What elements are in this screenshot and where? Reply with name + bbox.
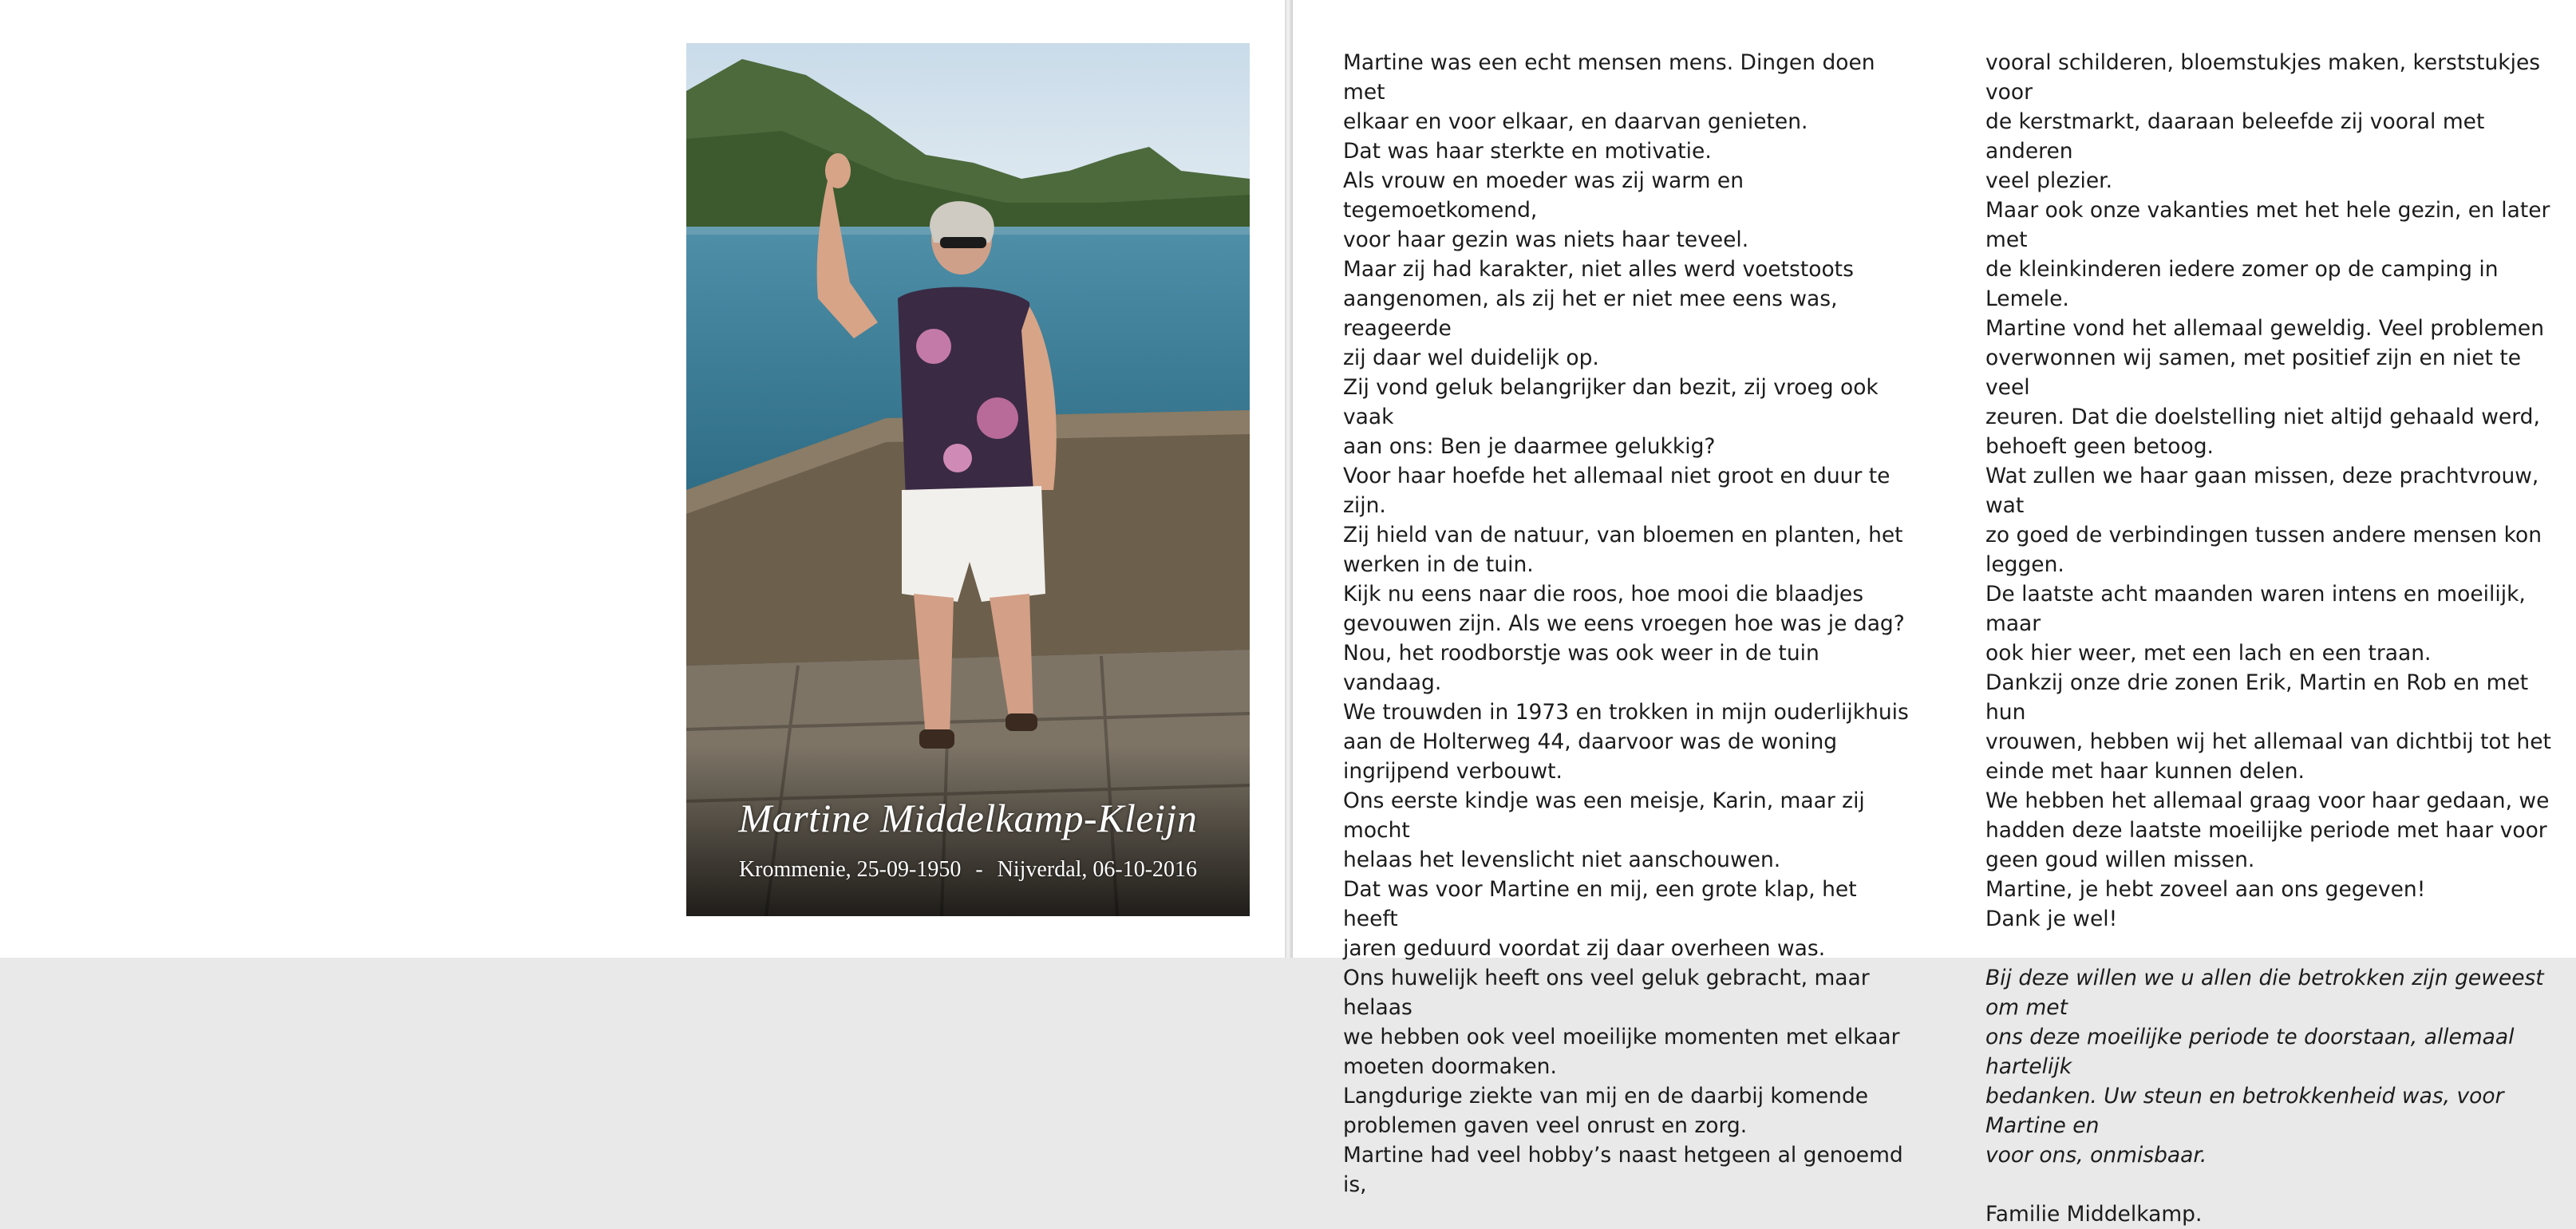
text-line: voor ons, onmisbaar. — [1985, 1143, 2207, 1168]
text-line: ook hier weer, met een lach en een traan. — [1985, 641, 2432, 666]
text-line: Wat zullen we haar gaan missen, deze prachtvrouw, wat — [1985, 464, 2539, 518]
text-line: ingrijpend verbouwt. — [1343, 759, 1563, 784]
date-separator: - — [975, 857, 983, 882]
text-line: de kerstmarkt, daaraan beleefde zij vooral met anderen — [1985, 109, 2485, 164]
text-line: leggen. — [1985, 552, 2064, 577]
text-line: we hebben ook veel moeilijke momenten met elkaar — [1343, 1025, 1900, 1049]
text-line: jaren geduurd voordat zij daar overheen was. — [1343, 936, 1826, 961]
text-line: gevouwen zijn. Als we eens vroegen hoe was je dag? — [1343, 611, 1905, 636]
text-line: Ons eerste kindje was een meisje, Karin, maar zij mocht — [1343, 788, 1865, 843]
text-line: Martine, je hebt zoveel aan ons gegeven! — [1985, 877, 2426, 902]
text-line: Martine vond het allemaal geweldig. Veel problemen — [1985, 316, 2544, 341]
text-line: Dank je wel! — [1985, 907, 2118, 931]
life-dates — [686, 857, 1250, 883]
text-line: aangenomen, als zij het er niet mee eens was, reageerde — [1343, 287, 1838, 341]
text-line: We hebben het allemaal graag voor haar gedaan, we — [1985, 788, 2550, 813]
text-line: aan de Holterweg 44, daarvoor was de woning — [1343, 729, 1838, 754]
text-line: behoeft geen betoog. — [1985, 434, 2214, 459]
text-line: aan ons: Ben je daarmee gelukkig? — [1343, 434, 1716, 459]
text-line: ons deze moeilijke periode te doorstaan, allemaal hartelijk — [1985, 1025, 2515, 1079]
photo-caption — [686, 765, 1250, 916]
text-line: Zij hield van de natuur, van bloemen en planten, het — [1343, 523, 1903, 547]
text-line: einde met haar kunnen delen. — [1985, 759, 2305, 784]
text-line: Voor haar hoefde het allemaal niet groot en duur te zijn. — [1343, 464, 1891, 518]
text-line: elkaar en voor elkaar, en daarvan genieten. — [1343, 109, 1808, 134]
text-line: hadden deze laatste moeilijke periode met haar voor — [1985, 818, 2547, 843]
text-line: Kijk nu eens naar die roos, hoe mooi die blaadjes — [1343, 582, 1864, 607]
text-line: de kleinkinderen iedere zomer op de camping in Lemele. — [1985, 257, 2499, 311]
text-line: Dankzij onze drie zonen Erik, Martin en Rob en met hun — [1985, 670, 2529, 725]
text-line: werken in de tuin. — [1343, 552, 1534, 577]
text-line: vooral schilderen, bloemstukjes maken, kerststukjes voor — [1985, 50, 2541, 105]
birth-place-date: Krommenie, 25-09-1950 — [738, 857, 962, 882]
text-line: zij daar wel duidelijk op. — [1343, 346, 1599, 370]
text-line: helaas het levenslicht niet aanschouwen. — [1343, 848, 1781, 872]
text-line: Martine had veel hobby’s naast hetgeen al genoemd is, — [1343, 1143, 1903, 1197]
text-line: Dat was haar sterkte en motivatie. — [1343, 139, 1712, 164]
text-line: Maar zij had karakter, niet alles werd voetstoots — [1343, 257, 1854, 282]
text-line: Langdurige ziekte van mij en de daarbij komende — [1343, 1084, 1869, 1108]
text-line: Bij deze willen we u allen die betrokken zijn geweest om met — [1985, 966, 2544, 1020]
text-line: vrouwen, hebben wij het allemaal van dichtbij tot het — [1985, 729, 2551, 754]
text-line: veel plezier. — [1985, 168, 2113, 193]
text-line: De laatste acht maanden waren intens en moeilijk, maar — [1985, 582, 2526, 636]
text-line: zo goed de verbindingen tussen andere mensen kon — [1985, 523, 2542, 547]
text-line: We trouwden in 1973 en trokken in mijn ouderlijkhuis — [1343, 700, 1909, 725]
death-place-date: Nijverdal, 06-10-2016 — [997, 857, 1198, 882]
text-line: Als vrouw en moeder was zij warm en tegemoetkomend, — [1343, 168, 1744, 223]
deceased-name: Martine Middelkamp-Kleijn — [738, 796, 1198, 840]
text-line: problemen gaven veel onrust en zorg. — [1343, 1113, 1748, 1138]
text-line: Zij vond geluk belangrijker dan bezit, zij vroeg ook vaak — [1343, 375, 1879, 429]
card-fold — [1285, 0, 1293, 958]
memorial-text-column-1 — [1343, 48, 1918, 1199]
family-signature: Familie Middelkamp. — [1985, 1202, 2203, 1227]
text-line: zeuren. Dat die doelstelling niet altijd gehaald werd, — [1985, 405, 2540, 429]
memorial-text-column-2 — [1985, 48, 2560, 1229]
text-line: voor haar gezin was niets haar teveel. — [1343, 227, 1749, 252]
text-line: Martine was een echt mensen mens. Dingen doen met — [1343, 50, 1875, 105]
memorial-photo — [686, 43, 1250, 916]
text-line: overwonnen wij samen, met positief zijn en niet te veel — [1985, 346, 2522, 400]
text-line: Ons huwelijk heeft ons veel geluk gebracht, maar helaas — [1343, 966, 1870, 1020]
text-line: bedanken. Uw steun en betrokkenheid was, voor Martine en — [1985, 1084, 2504, 1138]
text-line: Maar ook onze vakanties met het hele gezin, en later met — [1985, 198, 2550, 252]
text-line: Dat was voor Martine en mij, een grote klap, het heeft — [1343, 877, 1857, 931]
card-left-page — [0, 0, 1285, 958]
paragraph-spacer — [1985, 934, 2560, 963]
paragraph-spacer — [1985, 1170, 2560, 1199]
text-line: moeten doormaken. — [1343, 1054, 1557, 1079]
text-line: geen goud willen missen. — [1985, 848, 2255, 872]
text-line: Nou, het roodborstje was ook weer in de tuin vandaag. — [1343, 641, 1819, 695]
